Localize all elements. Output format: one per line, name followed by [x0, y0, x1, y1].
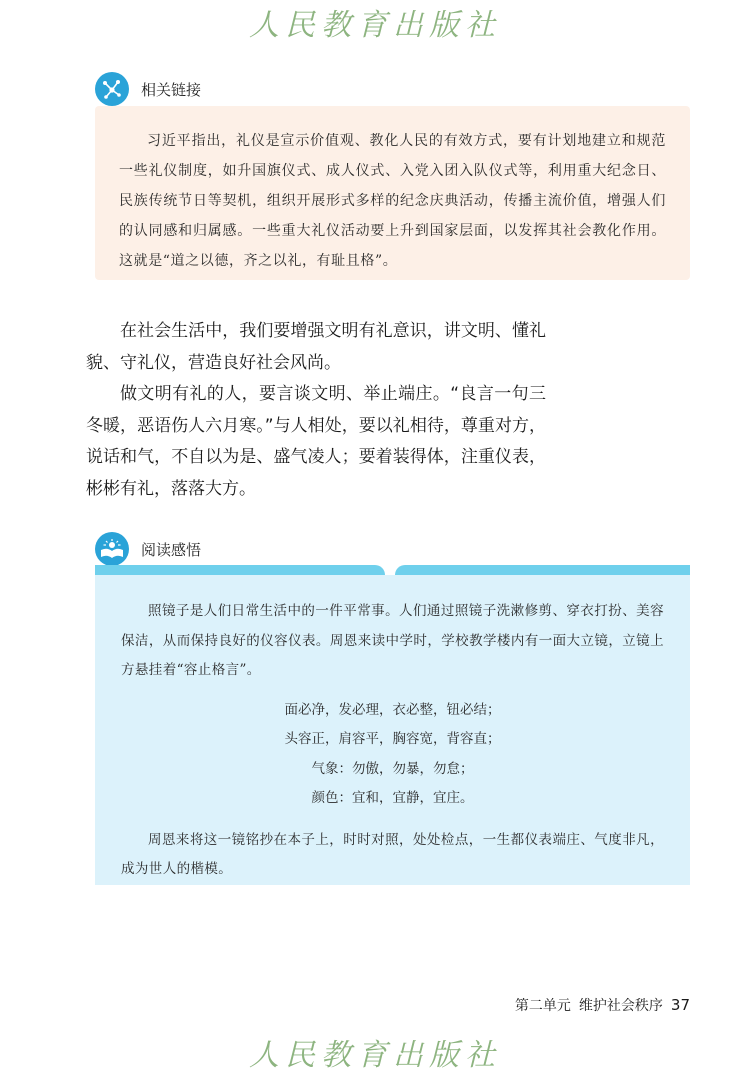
unit-title: 维护社会秩序 — [578, 998, 663, 1014]
related-link-header — [95, 72, 201, 106]
related-link-title: 相关链接 — [141, 80, 202, 99]
reading-intro: 照镜子是人们日常生活中的一件平常事。人们通过照镜子洗漱修剪、穿衣打扮、美容保洁，从而保持良好的仪容仪表。周恩来读中学时，学校教学楼内有一面大立镜，立镜上方悬挂着“容止格言”。 — [121, 603, 664, 678]
poem-line: 颜色：宜和，宜静，宜庄。 — [311, 790, 474, 806]
reading-header — [95, 532, 201, 566]
open-book-icon — [95, 532, 129, 566]
reading-box — [95, 575, 690, 885]
link-network-icon — [95, 72, 129, 106]
main-body-text — [86, 316, 546, 505]
unit-label: 第二单元 — [514, 998, 571, 1014]
related-link-box: 习近平指出，礼仪是宣示价值观、教化人民的有效方式，要有计划地建立和规范一些礼仪制度，如升国旗仪式、成人仪式、入党入团入队仪式等，利用重大纪念日、民族传统节日等契机，组织开展形式多样的纪念庆典活动，传播主流价值，增强人们的认同感和归属感。一些重大礼仪活动要上升到国家层面，以发挥其社会教化作用。这就是“道之以德，齐之以礼，有耻且格”。 — [95, 106, 690, 280]
poem-line: 头容正，肩容平，胸容宽，背容直； — [284, 731, 501, 747]
publisher-logo-bottom: 人民教育出版社 — [249, 1038, 501, 1073]
publisher-logo-top: 人民教育出版社 — [249, 8, 501, 43]
body-paragraph: 在社会生活中，我们要增强文明有礼意识，讲文明、懂礼貌、守礼仪，营造良好社会风尚。 — [86, 321, 546, 373]
reading-closing: 周恩来将这一镜铭抄在本子上，时时对照，处处检点，一生都仪表端庄、气度非凡，成为世人的楷模。 — [121, 831, 664, 877]
page-number: 37 — [670, 996, 690, 1014]
page-footer — [500, 995, 690, 1015]
poem-line: 面必净，发必理，衣必整，钮必结； — [284, 701, 501, 718]
maxim-poem — [121, 696, 664, 814]
reading-title: 阅读感悟 — [141, 540, 202, 559]
poem-line: 气象：勿傲，勿暴，勿怠； — [311, 760, 474, 777]
body-paragraph: 做文明有礼的人，要言谈文明、举止端庄。“良言一句三冬暖，恶语伤人六月寒。”与人相处，要以礼相待，尊重对方，说话和气，不自以为是、盛气凌人；要着装得体，注重仪表，彬彬有礼，落落大方。 — [86, 384, 546, 499]
